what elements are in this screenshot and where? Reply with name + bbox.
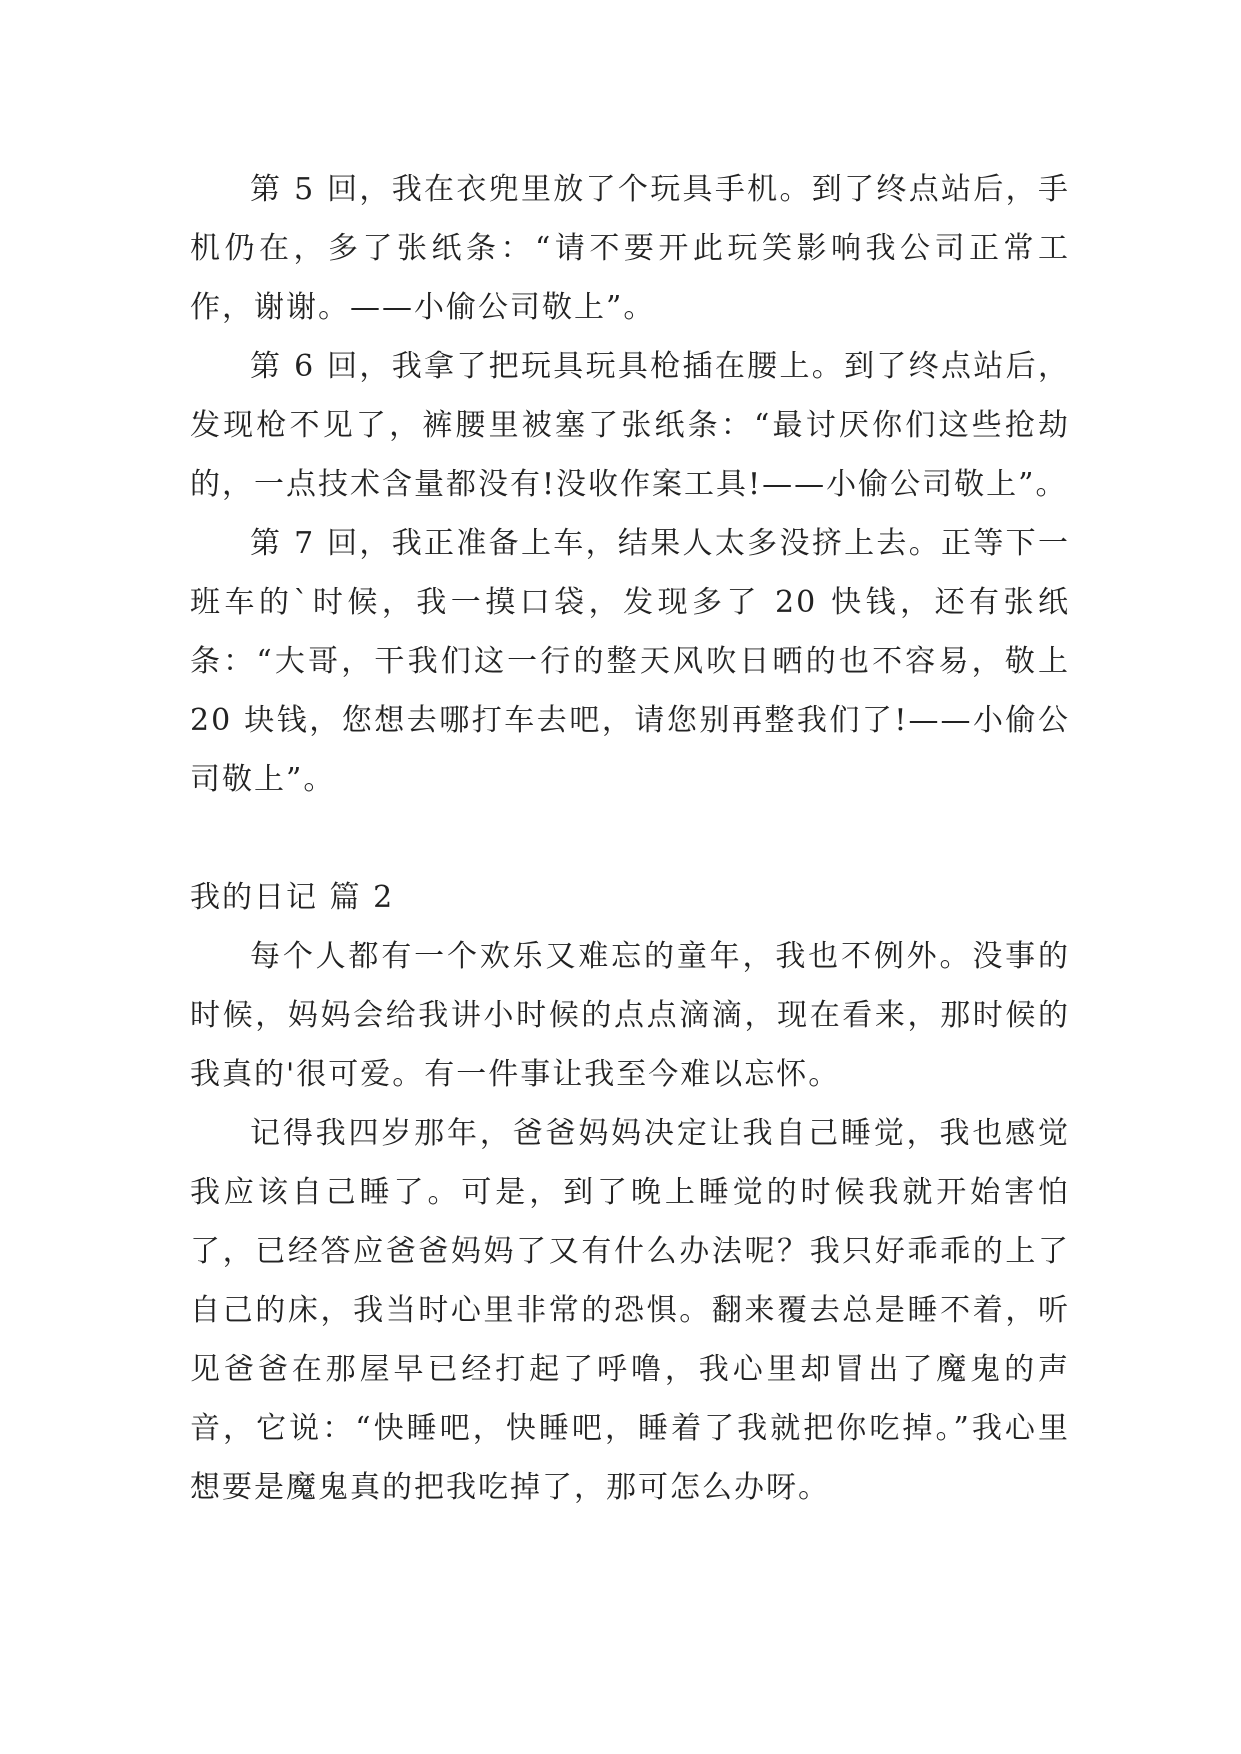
section-heading: 我的日记 篇 2 [190, 880, 395, 915]
paragraph-round-6: 第 6 回，我拿了把玩具玩具枪插在腰上。到了终点站后，发现枪不见了，裤腰里被塞了张纸条：“最讨厌你们这些抢劫的，一点技术含量都没有!没收作案工具!——小偷公司敬上”。 [190, 349, 1070, 502]
document-page [190, 160, 1070, 1517]
paragraph-childhood: 每个人都有一个欢乐又难忘的童年，我也不例外。没事的时候，妈妈会给我讲小时候的点点滴滴，现在看来，那时候的我真的'很可爱。有一件事让我至今难以忘怀。 [190, 939, 1070, 1092]
paragraph-sleep-alone: 记得我四岁那年，爸爸妈妈决定让我自己睡觉，我也感觉我应该自己睡了。可是，到了晚上睡觉的时候我就开始害怕了，已经答应爸爸妈妈了又有什么办法呢？我只好乖乖的上了自己的床，我当时心里非常的恐惧。翻来覆去总是睡不着，听见爸爸在那屋早已经打起了呼噜，我心里却冒出了魔鬼的声音，它说：“快睡吧，快睡吧，睡着了我就把你吃掉。”我心里想要是魔鬼真的把我吃掉了，那可怎么办呀。 [190, 1116, 1070, 1505]
paragraph-round-7: 第 7 回，我正准备上车，结果人太多没挤上去。正等下一班车的`时候，我一摸口袋，发现多了 20 快钱，还有张纸条：“大哥，干我们这一行的整天风吹日晒的也不容易，敬上 20 块钱，您想去哪打车去吧，请您别再整我们了!——小偷公司敬上”。 [190, 526, 1070, 797]
paragraph-round-5: 第 5 回，我在衣兜里放了个玩具手机。到了终点站后，手机仍在，多了张纸条：“请不要开此玩笑影响我公司正常工作，谢谢。——小偷公司敬上”。 [190, 172, 1070, 325]
